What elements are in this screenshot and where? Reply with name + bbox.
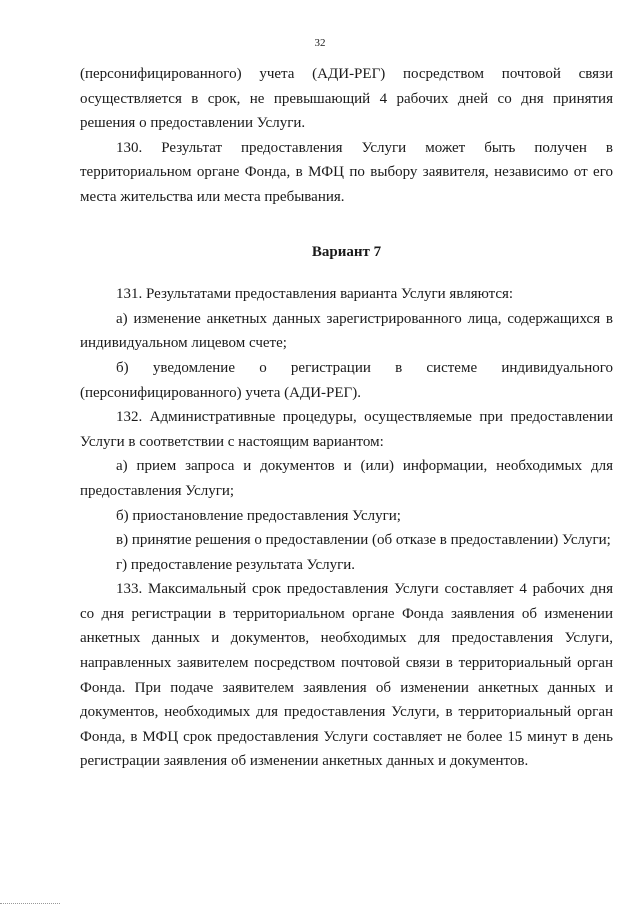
paragraph-132-b: б) приостановление предоставления Услуги; (116, 507, 401, 524)
paragraph-133: 133. Максимальный срок предоставления Услуги составляет 4 рабочих дня со дня регистрации в территориальном органе Фонда заявления об изменении анкетных данных и документов, необходимых для предоставления Услуги, направленных заявителем посредством почтовой связи в территориальный орган Фонда. При подаче заявителем заявления об изменении анкетных данных и документов, необходимых для предоставления Услуги, в территориальный орган Фонда, в МФЦ срок предоставления Услуги составляет не более 15 минут в день регистрации заявления об изменении анкетных данных и документов. (80, 581, 613, 770)
section-heading: Вариант 7 (311, 243, 382, 260)
paragraph-131: 131. Результатами предоставления варианта Услуги являются: (116, 286, 514, 303)
paragraph-132-g: г) предоставление результата Услуги. (116, 556, 356, 573)
paragraph-continuation: (персонифицированного) учета (АДИ-РЕГ) посредством почтовой связи осуществляется в срок, не превышающий 4 рабочих дней со дня принятия решения о предоставлении Услуги. (80, 66, 613, 132)
document-body (80, 62, 613, 774)
paragraph-132: 132. Административные процедуры, осуществляемые при предоставлении Услуги в соответствии с настоящим вариантом: (80, 409, 613, 450)
paragraph-131-a: а) изменение анкетных данных зарегистрированного лица, содержащихся в индивидуальном лицевом счете; (80, 310, 613, 352)
paragraph-132-v: в) принятие решения о предоставлении (об отказе в предоставлении) Услуги; (116, 532, 611, 549)
scan-edge-mark (0, 899, 60, 904)
paragraph-132-a: а) прием запроса и документов и (или) информации, необходимых для предоставления Услуги; (80, 458, 613, 499)
page-number: 32 (314, 37, 326, 49)
paragraph-131-b: б) уведомление о регистрации в системе индивидуального (персонифицированного) учета (АДИ-РЕГ). (80, 359, 613, 401)
paragraph-130: 130. Результат предоставления Услуги может быть получен в территориальном органе Фонда, в МФЦ по выбору заявителя, независимо от его места жительства или места пребывания. (80, 139, 613, 205)
